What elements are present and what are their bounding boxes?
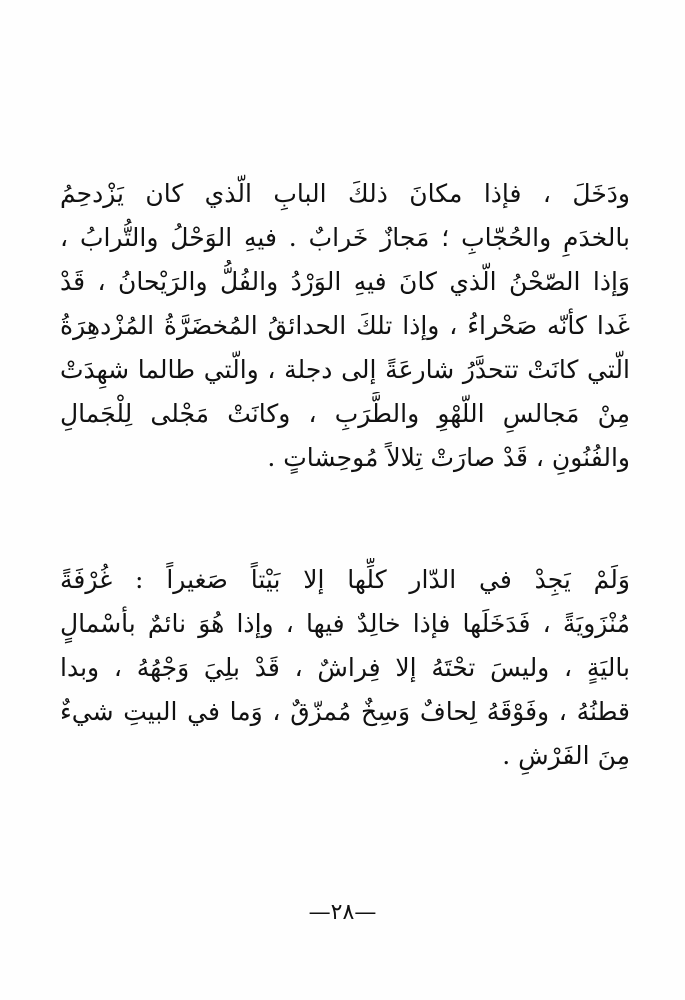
paragraph-2 [60,558,630,778]
text-line: الّتي كانَتْ تتحدَّرُ شارعَةً إلى دجلة ، والّتي طالما شهِدَتْ [60,355,630,384]
text-line: والفُنُونِ ، قَدْ صارَتْ تِلالاً مُوحِشاتٍ . [267,443,630,472]
text-line: وَإذا الصّحْنُ الّذي كانَ فيهِ الوَرْدُ والفُلُّ والرَيْحانُ ، قَدْ [60,267,630,296]
text-line: مِنْ مَجالسِ اللّهْوِ والطَّرَبِ ، وكانَتْ مَجْلى لِلْجَمالِ [60,399,630,428]
paragraph-1 [60,172,630,480]
text-line: وَلَمْ يَجِدْ في الدّار كلِّها إلا بَيْتاً صَغيراً : غُرْفَةً [60,565,630,594]
page-number: —٢٨— [308,900,377,925]
text-line: غَدا كأنّه صَحْراءُ ، وإذا تلكَ الحدائقُ المُخضَرَّةُ المُزْدهِرَةُ [60,311,630,340]
text-line: مُنْزَويَةً ، فَدَخَلَها فإذا خالِدٌ فيها ، وإذا هُوَ نائمٌ بأسْمالٍ [60,609,630,638]
text-line: بالخدَمِ والحُجّابِ ؛ مَجازٌ خَرابٌ . فيهِ الوَحْلُ والتُّرابُ ، [60,223,630,252]
text-line: باليَةٍ ، وليسَ تحْتَهُ إلا فِراشٌ ، قَدْ بلِيَ وَجْهُهُ ، وبدا [60,653,630,682]
text-line: قطنُهُ ، وفَوْقَهُ لِحافٌ وَسِخٌ مُمزّقٌ ، وَما في البيتِ شيءٌ [60,697,630,726]
text-line: ودَخَلَ ، فإذا مكانَ ذلكَ البابِ الّذي كان يَزْدحِمُ [60,179,630,208]
text-line: مِنَ الفَرْشِ . [502,741,630,770]
